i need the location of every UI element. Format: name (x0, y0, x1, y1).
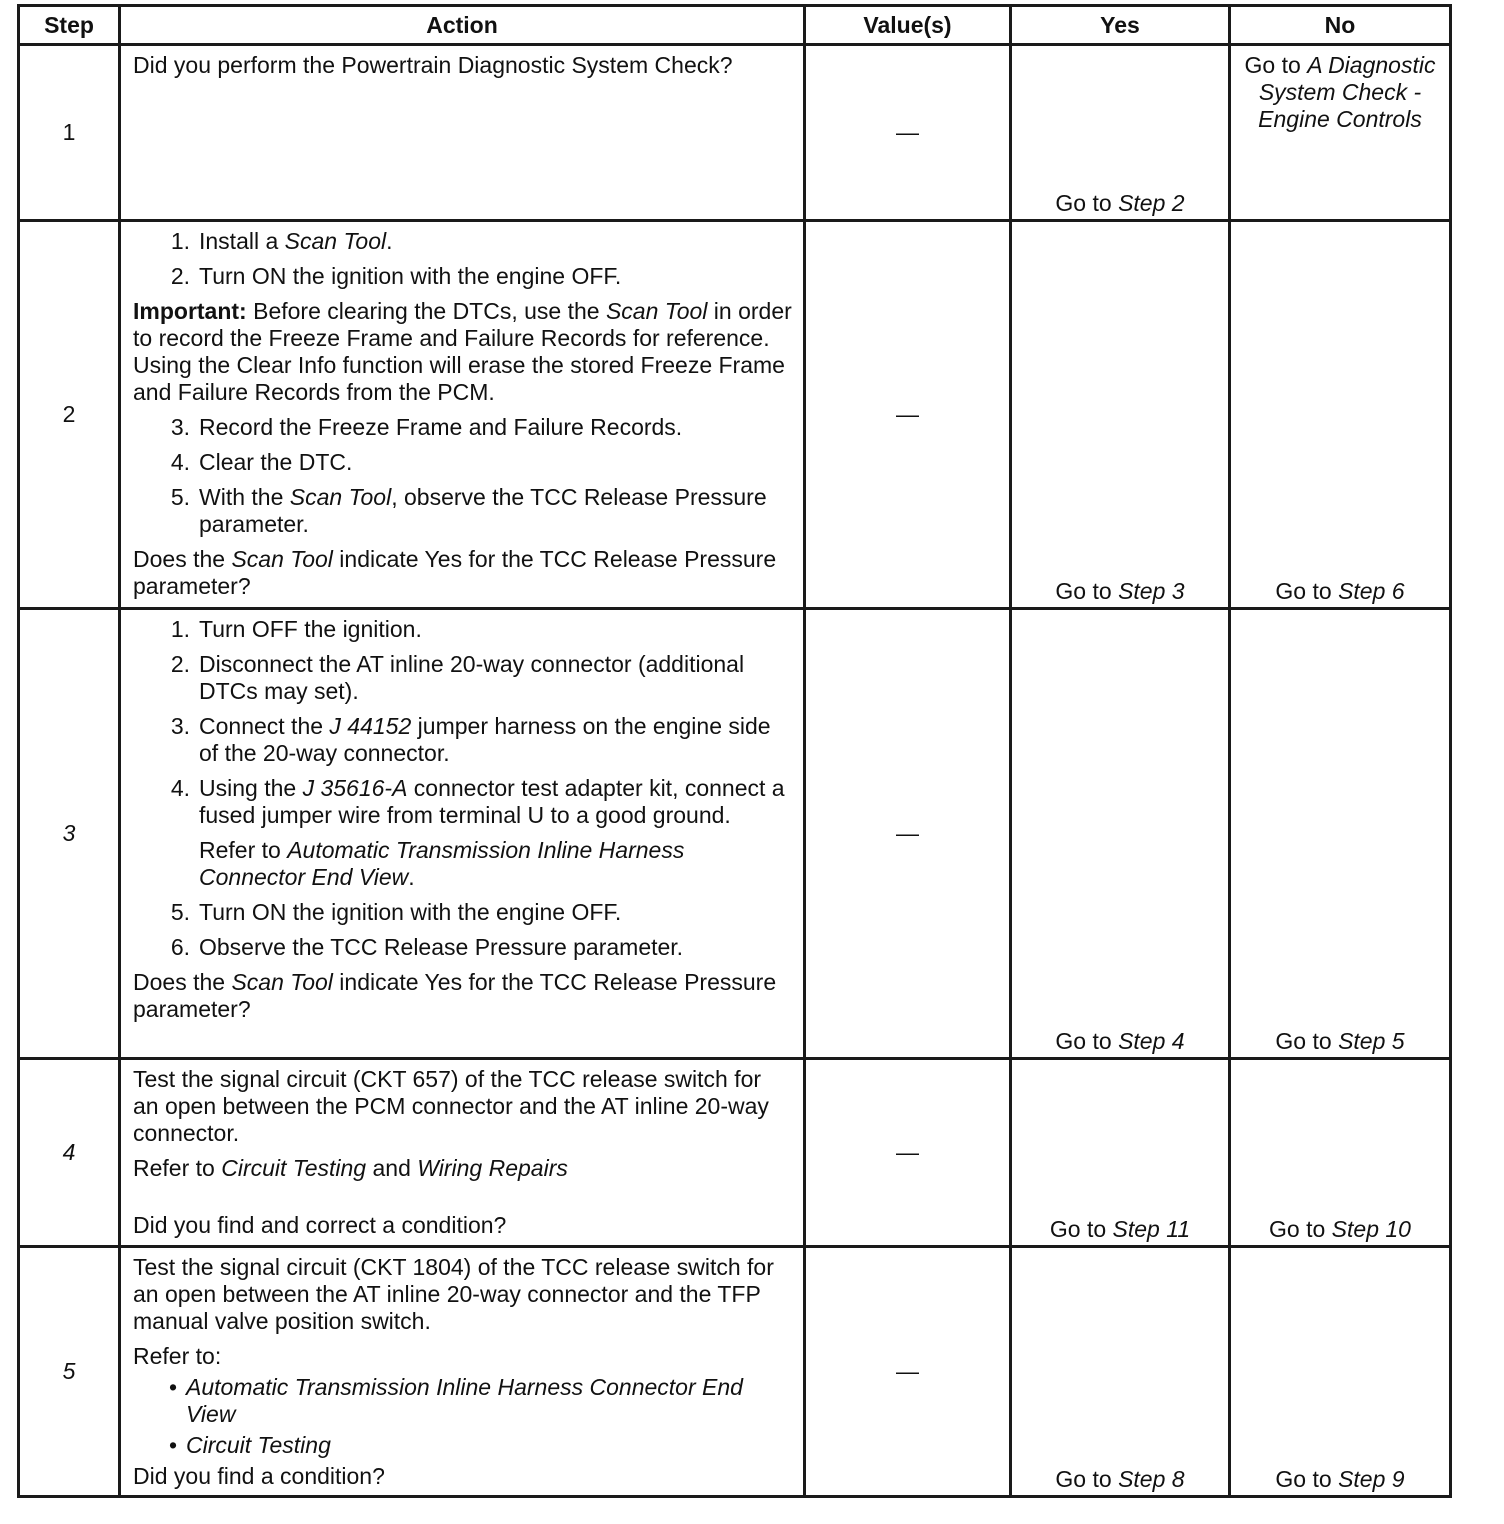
goto-label: Go to (1055, 190, 1112, 216)
no-target: Step 6 (1338, 578, 1405, 604)
note-text: in order to record the Freeze Frame and Failure Records for reference. Using the Clear Info function will erase the stored Freeze Frame and Failure Records from the PCM. (133, 298, 792, 405)
bullet-item (133, 1374, 793, 1428)
header-step: Step (19, 6, 120, 45)
item-number: 4. (170, 449, 190, 475)
refer-note (133, 1155, 793, 1182)
list-item (133, 449, 793, 476)
yes-cell (1011, 1059, 1230, 1247)
item-number: 3. (170, 414, 190, 440)
action-cell (120, 1059, 805, 1247)
list-item (133, 899, 793, 926)
item-text: Clear the DTC. (199, 449, 353, 475)
header-values: Value(s) (805, 6, 1011, 45)
value-cell: — (805, 609, 1011, 1059)
goto-label: Go to (1055, 578, 1112, 604)
yes-target: Step 2 (1118, 190, 1185, 216)
action-question: Did you perform the Powertrain Diagnostic System Check? (133, 52, 733, 78)
header-no: No (1230, 6, 1451, 45)
item-text: Turn OFF the ignition. (199, 616, 422, 642)
refer-emphasis: Circuit Testing (221, 1155, 367, 1181)
important-note (133, 298, 793, 406)
goto-label: Go to (1269, 1216, 1326, 1242)
table-row (19, 1059, 1451, 1247)
yes-cell (1011, 221, 1230, 609)
list-item (133, 484, 793, 538)
step-number: 3 (19, 609, 120, 1059)
value-cell: — (805, 221, 1011, 609)
goto-label: Go to (1055, 1028, 1112, 1054)
goto-label: Go to (1275, 1466, 1332, 1492)
list-item (133, 616, 793, 643)
question-text: indicate Yes for the TCC Release Pressure parameter? (133, 969, 777, 1022)
item-emphasis: Scan Tool (289, 484, 392, 510)
no-target: Step 5 (1338, 1028, 1405, 1054)
no-target: Step 10 (1331, 1216, 1411, 1242)
goto-label: Go to (1244, 52, 1301, 78)
step-number: 4 (19, 1059, 120, 1247)
table-row (19, 221, 1451, 609)
question-text: indicate Yes for the TCC Release Pressure parameter? (133, 546, 777, 599)
yes-target: Step 3 (1118, 578, 1185, 604)
table-row (19, 609, 1451, 1059)
diagnostic-table (17, 4, 1452, 1498)
no-target: A Diagnostic System Check - Engine Controls (1258, 52, 1436, 132)
no-cell (1230, 45, 1451, 221)
action-cell (120, 609, 805, 1059)
no-cell (1230, 1247, 1451, 1497)
step-number: 2 (19, 221, 120, 609)
goto-label: Go to (1049, 1216, 1107, 1242)
table-row (19, 45, 1451, 221)
list-item (133, 263, 793, 290)
yes-target: Step 8 (1118, 1466, 1185, 1492)
important-label: Important: (133, 298, 247, 324)
action-cell (120, 1247, 805, 1497)
no-cell (1230, 221, 1451, 609)
goto-label: Go to (1275, 578, 1332, 604)
action-cell (120, 221, 805, 609)
item-text: Using the (199, 775, 303, 801)
action-description: Test the signal circuit (CKT 1804) of the TCC release switch for an open between the AT inline 20-way connector and the TFP manual valve position switch. (133, 1254, 774, 1334)
refer-text: Refer to (133, 1155, 222, 1181)
question-emphasis: Scan Tool (231, 969, 333, 995)
item-emphasis: Scan Tool (284, 228, 387, 254)
action-question: Did you find a condition? (133, 1463, 385, 1489)
yes-cell (1011, 609, 1230, 1059)
table-header (19, 6, 1451, 45)
question-text: Does the (133, 546, 232, 572)
item-number: 4. (170, 775, 190, 801)
item-text: Disconnect the AT inline 20-way connector (additional DTCs may set). (199, 651, 745, 704)
list-item (133, 934, 793, 961)
item-text: Turn ON the ignition with the engine OFF. (199, 899, 622, 925)
item-text: Install a (199, 228, 285, 254)
item-emphasis: J 35616-A (302, 775, 408, 801)
no-target: Step 9 (1338, 1466, 1405, 1492)
item-text: Connect the (199, 713, 330, 739)
note-text: Before clearing the DTCs, use the (253, 298, 606, 324)
goto-label: Go to (1055, 1466, 1112, 1492)
item-text: Observe the TCC Release Pressure parameter. (199, 934, 684, 960)
list-item (133, 414, 793, 441)
value-cell: — (805, 1247, 1011, 1497)
item-text: connector test adapter kit, connect a fused jumper wire from terminal U to a good ground. (199, 775, 785, 828)
header-action: Action (120, 6, 805, 45)
item-number: 1. (170, 228, 190, 254)
note-emphasis: Scan Tool (605, 298, 708, 324)
bullet-text: Circuit Testing (186, 1432, 331, 1458)
list-item (133, 775, 793, 829)
item-number: 1. (170, 616, 190, 642)
item-text: Turn ON the ignition with the engine OFF. (199, 263, 622, 289)
item-text: jumper harness on the engine side of the 20-way connector. (199, 713, 771, 766)
action-question (133, 969, 793, 1023)
item-number: 5. (170, 484, 190, 510)
item-number: 2. (170, 263, 190, 289)
yes-cell (1011, 1247, 1230, 1497)
yes-target: Step 11 (1112, 1216, 1191, 1242)
action-question (133, 546, 793, 600)
bullet-item (133, 1432, 793, 1459)
item-text: Record the Freeze Frame and Failure Records. (199, 414, 683, 440)
item-number: 3. (170, 713, 190, 739)
item-number: 6. (170, 934, 190, 960)
header-row (19, 6, 1451, 45)
bullet-glyph: • (168, 1432, 177, 1458)
refer-note (133, 837, 793, 891)
yes-cell (1011, 45, 1230, 221)
refer-text: . (408, 864, 415, 890)
value-cell: — (805, 1059, 1011, 1247)
action-description: Test the signal circuit (CKT 657) of the TCC release switch for an open between the PCM connector and the AT inline 20-way connector. (133, 1066, 769, 1146)
value-cell: — (805, 45, 1011, 221)
no-cell (1230, 609, 1451, 1059)
refer-label: Refer to: (133, 1343, 222, 1369)
item-emphasis: J 44152 (329, 713, 412, 739)
action-question: Did you find and correct a condition? (133, 1212, 507, 1238)
step-number: 1 (19, 45, 120, 221)
step-number: 5 (19, 1247, 120, 1497)
refer-emphasis: Wiring Repairs (417, 1155, 568, 1181)
question-emphasis: Scan Tool (231, 546, 333, 572)
yes-target: Step 4 (1118, 1028, 1185, 1054)
refer-emphasis: Automatic Transmission Inline Harness Connector End View (199, 837, 685, 890)
action-cell (120, 45, 805, 221)
bullet-glyph: • (168, 1374, 177, 1400)
item-number: 5. (170, 899, 190, 925)
list-item (133, 228, 793, 255)
refer-text: and (366, 1155, 418, 1181)
refer-text: Refer to (199, 837, 288, 863)
item-text: With the (199, 484, 290, 510)
item-text: , observe the TCC Release Pressure parameter. (199, 484, 767, 537)
bullet-text: Automatic Transmission Inline Harness Connector End View (186, 1374, 743, 1427)
table-row (19, 1247, 1451, 1497)
header-yes: Yes (1011, 6, 1230, 45)
list-item (133, 651, 793, 705)
question-text: Does the (133, 969, 232, 995)
item-text: . (386, 228, 393, 254)
no-cell (1230, 1059, 1451, 1247)
list-item (133, 713, 793, 767)
item-number: 2. (170, 651, 190, 677)
goto-label: Go to (1275, 1028, 1332, 1054)
